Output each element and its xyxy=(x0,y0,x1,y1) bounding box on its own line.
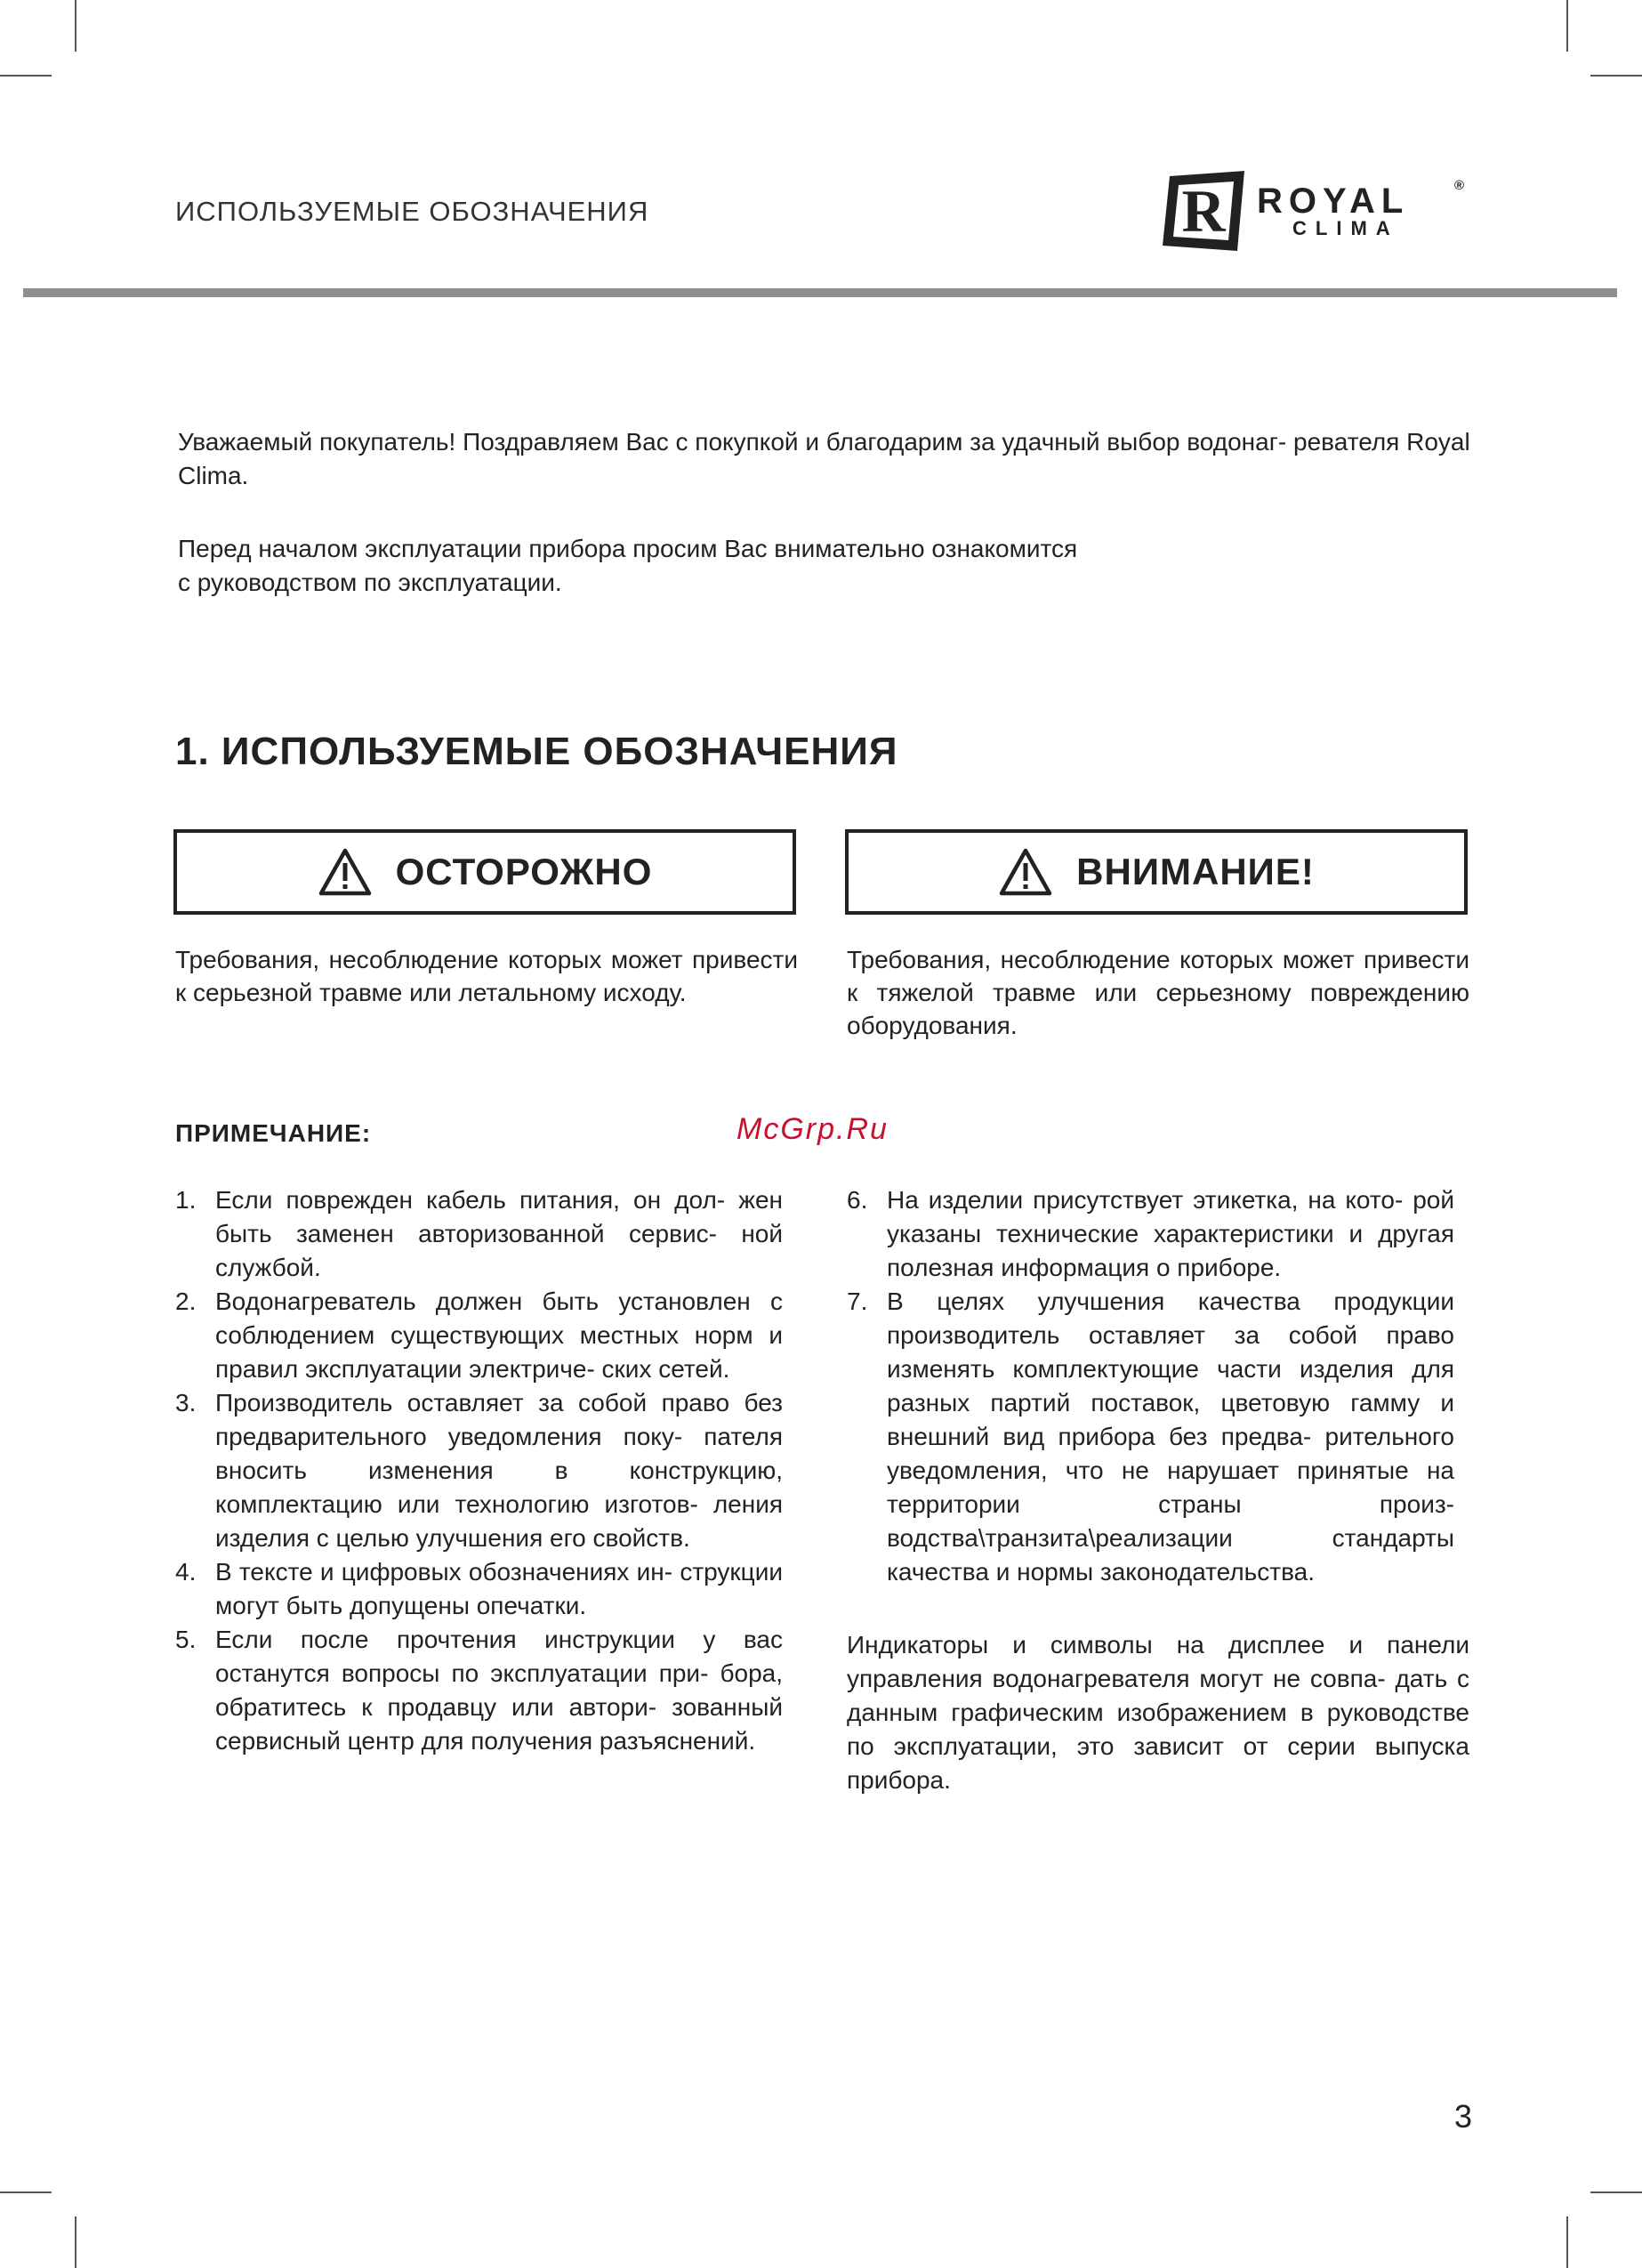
list-item-number: 6. xyxy=(847,1186,868,1214)
crop-mark xyxy=(1590,75,1642,77)
attention-box xyxy=(845,829,1468,915)
header-divider xyxy=(23,288,1617,297)
crop-mark xyxy=(1566,0,1568,52)
list-item-number: 1. xyxy=(175,1186,197,1214)
intro-paragraph-2-line-1: Перед началом эксплуатации прибора просим Вас внимательно ознакомится xyxy=(178,535,1078,562)
display-indicators-note: Индикаторы и символы на дисплее и панели управления водонагревателя могут не совпа- дать с данным графическим изображением в руководстве по эксплуатации, это зависит от серии выпуска прибора. xyxy=(847,1631,1469,1794)
brand-logo xyxy=(1161,169,1472,258)
crop-mark xyxy=(75,0,76,52)
logo-mark-letter: R xyxy=(1181,177,1226,245)
list-item-number: 3. xyxy=(175,1389,197,1416)
crop-mark xyxy=(1566,2216,1568,2268)
crop-mark xyxy=(1590,2191,1642,2193)
list-item xyxy=(847,1183,1454,1285)
watermark: McGrp.Ru xyxy=(736,1112,889,1146)
warning-triangle-icon xyxy=(318,847,373,897)
intro-paragraph-2-line-2: с руководством по эксплуатации. xyxy=(178,569,562,596)
list-item-number: 2. xyxy=(175,1287,197,1315)
caution-description: Требования, несоблюдение которых может привести к серьезной травме или летальному исходу. xyxy=(175,946,798,1006)
caution-label: ОСТОРОЖНО xyxy=(395,851,653,892)
logo-word-clima: CLIMA xyxy=(1292,217,1399,239)
section-heading: 1. ИСПОЛЬЗУЕМЫЕ ОБОЗНАЧЕНИЯ xyxy=(175,730,898,773)
header-title: ИСПОЛЬЗУЕМЫЕ ОБОЗНАЧЕНИЯ xyxy=(175,196,649,227)
list-item-text: В целях улучшения качества продукции производитель оставляет за собой право изменять комплектующие части изделия для разных партий поставок, цветовую гамму и внешний вид прибора без предва- рительного уведомления, что не нарушает принятые на территории страны произ- водства\транзита\реализации стандарты качества и нормы законодательства. xyxy=(887,1287,1454,1586)
list-item xyxy=(175,1183,783,1285)
list-item-text: Если поврежден кабель питания, он дол- жен быть заменен авторизованной сервис- ной службой. xyxy=(215,1186,783,1281)
notes-list-right xyxy=(847,1183,1454,1589)
crop-mark xyxy=(0,75,52,77)
caution-box xyxy=(173,829,796,915)
notes-list-left xyxy=(175,1183,783,1758)
attention-description: Требования, несоблюдение которых может привести к тяжелой травме или серьезному повреждению оборудования. xyxy=(847,946,1469,1039)
list-item-number: 4. xyxy=(175,1558,197,1586)
list-item-number: 7. xyxy=(847,1287,868,1315)
logo-emblem-icon xyxy=(1161,169,1250,254)
list-item-text: Если после прочтения инструкции у вас останутся вопросы по эксплуатации при- бора, обратитесь к продавцу или автори- зованный сервисный центр для получения разъяснений. xyxy=(215,1626,783,1755)
list-item-text: На изделии присутствует этикетка, на кото- рой указаны технические характеристики и другая полезная информация о приборе. xyxy=(887,1186,1454,1281)
list-item-text: В тексте и цифровых обозначениях ин- струкции могут быть допущены опечатки. xyxy=(215,1558,783,1619)
note-heading: ПРИМЕЧАНИЕ: xyxy=(175,1119,372,1147)
warning-triangle-icon xyxy=(998,847,1053,897)
list-item xyxy=(175,1623,783,1758)
list-item xyxy=(175,1555,783,1623)
intro-paragraph-1: Уважаемый покупатель! Поздравляем Вас с покупкой и благодарим за удачный выбор водонаг- ревателя Royal Clima. xyxy=(178,428,1470,489)
list-item xyxy=(175,1285,783,1386)
crop-mark xyxy=(0,2191,52,2193)
attention-label: ВНИМАНИЕ! xyxy=(1076,851,1315,892)
list-item xyxy=(847,1285,1454,1589)
logo-registered: ® xyxy=(1454,178,1465,193)
list-item-text: Водонагреватель должен быть установлен с соблюдением существующих местных норм и правил эксплуатации электриче- ских сетей. xyxy=(215,1287,783,1383)
list-item-number: 5. xyxy=(175,1626,197,1653)
list-item-text: Производитель оставляет за собой право без предварительного уведомления поку- пателя вносить изменения в конструкцию, комплектацию или технологию изготов- ления изделия с целью улучшения его свойств. xyxy=(215,1389,783,1552)
intro-paragraph-2 xyxy=(178,532,1485,600)
page-number: 3 xyxy=(1454,2098,1473,2135)
crop-mark xyxy=(75,2216,76,2268)
logo-word-royal: ROYAL xyxy=(1257,182,1410,221)
list-item xyxy=(175,1386,783,1555)
